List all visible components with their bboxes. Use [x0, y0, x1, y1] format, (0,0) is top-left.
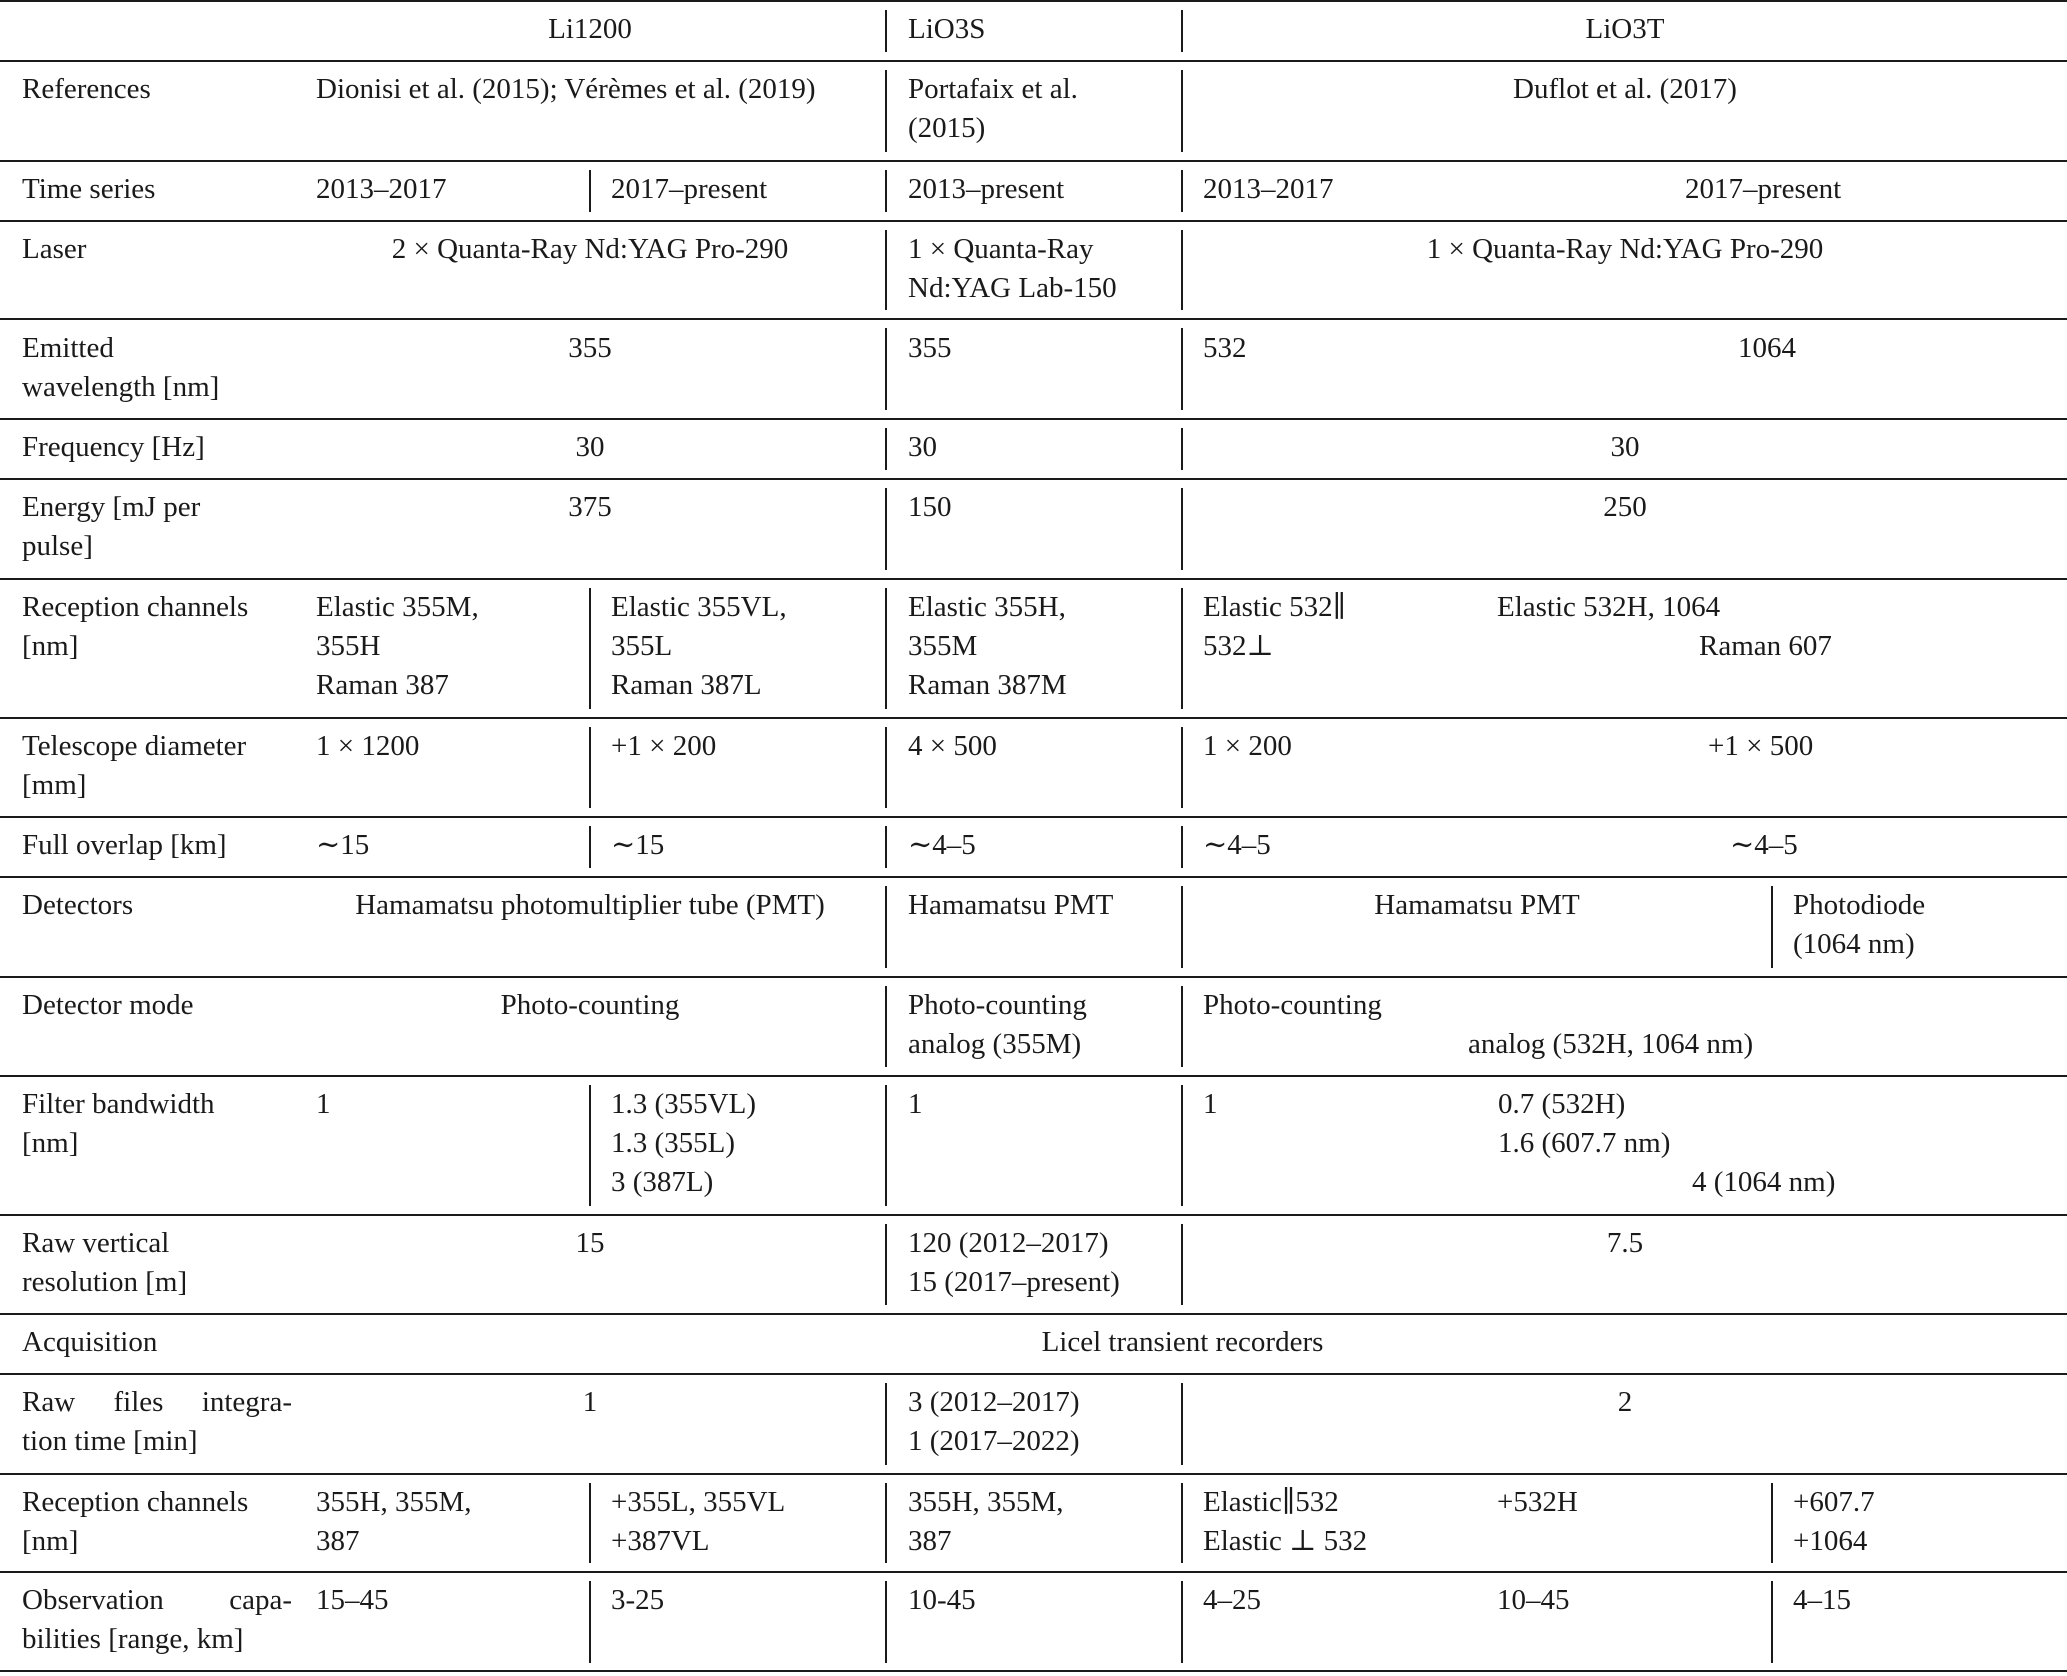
cell-lio3s: Photo-counting analog (355M): [908, 989, 1087, 1060]
row-label: Time series: [22, 173, 156, 205]
cell-lio3t-b: Photodiode (1064 nm): [1793, 889, 1926, 960]
cell-lio3s: 1: [908, 1088, 923, 1120]
column-separator: [885, 1224, 887, 1305]
column-separator: [1181, 1085, 1183, 1206]
cell-acquisition: Licel transient recorders: [1041, 1326, 1324, 1358]
row-rule: [0, 1373, 2067, 1375]
cell-li1200-a: 1 × 1200: [316, 730, 420, 762]
column-separator: [885, 1581, 887, 1663]
row-label: Energy [mJ per pulse]: [22, 491, 201, 562]
column-separator: [885, 328, 887, 410]
cell-lio3s: 120 (2012–2017) 15 (2017–present): [908, 1227, 1120, 1298]
cell-lio3s: Elastic 355H, 355M Raman 387M: [908, 591, 1067, 701]
column-separator: [885, 428, 887, 470]
row-rule: [0, 1571, 2067, 1573]
cell-li1200-a: 15–45: [316, 1584, 389, 1616]
cell-lio3t-a: Elastic∥532 Elastic ⊥ 532: [1203, 1486, 1368, 1557]
cell-lio3t: 1 × Quanta-Ray Nd:YAG Pro-290: [1426, 233, 1824, 265]
row-label: tion time [min]: [22, 1425, 198, 1457]
cell-lio3s: 10-45: [908, 1584, 976, 1616]
row-label: Reception channels [nm]: [22, 1486, 249, 1557]
cell-lio3t-b: +532H: [1497, 1486, 1578, 1518]
row-rule: [0, 816, 2067, 818]
column-separator: [1181, 1383, 1183, 1465]
cell-lio3t-a: Photo-counting: [1203, 989, 1382, 1021]
column-separator: [589, 1581, 591, 1663]
column-separator: [1181, 986, 1183, 1067]
cell-li1200-b: +355L, 355VL +387VL: [611, 1486, 786, 1557]
row-rule: [0, 1473, 2067, 1475]
row-label: Raw vertical resolution [m]: [22, 1227, 188, 1298]
cell-lio3s: Hamamatsu PMT: [908, 889, 1114, 921]
row-label: Reception channels [nm]: [22, 591, 249, 662]
row-label: Laser: [22, 233, 87, 265]
column-separator: [1181, 826, 1183, 868]
cell-li1200: Dionisi et al. (2015); Vérèmes et al. (2019): [316, 73, 816, 105]
row-label: Acquisition: [22, 1326, 158, 1358]
cell-lio3s: 150: [908, 491, 952, 523]
column-separator: [589, 727, 591, 808]
cell-li1200: Photo-counting: [500, 989, 680, 1021]
row-label: Observation capa-: [22, 1584, 292, 1616]
cell-li1200-b: 1.3 (355VL) 1.3 (355L) 3 (387L): [611, 1088, 756, 1198]
row-rule: [0, 578, 2067, 580]
cell-lio3t-b: ∼4–5: [1730, 829, 1798, 861]
cell-lio3t-a: 4–25: [1203, 1584, 1261, 1616]
cell-lio3t: Duflot et al. (2017): [1513, 73, 1737, 105]
cell-li1200-a: Elastic 355M, 355H Raman 387: [316, 591, 479, 701]
column-separator: [885, 886, 887, 968]
row-label: Filter bandwidth [nm]: [22, 1088, 215, 1159]
cell-lio3t: 7.5: [1606, 1227, 1644, 1259]
column-separator: [1181, 170, 1183, 212]
column-separator: [1181, 588, 1183, 709]
column-separator: [589, 170, 591, 212]
cell-lio3s: ∼4–5: [908, 829, 976, 861]
column-separator: [589, 826, 591, 868]
column-separator: [885, 10, 887, 52]
row-label: Detector mode: [22, 989, 194, 1021]
top-rule: [0, 0, 2067, 2]
column-separator: [1181, 10, 1183, 52]
column-separator: [1181, 1224, 1183, 1305]
column-separator: [1181, 328, 1183, 410]
row-rule: [0, 1075, 2067, 1077]
column-separator: [1181, 727, 1183, 808]
cell-lio3s: 355: [908, 332, 952, 364]
cell-lio3s: 4 × 500: [908, 730, 997, 762]
cell-lio3s: 2013–present: [908, 173, 1065, 205]
header-lio3t: LiO3T: [1585, 13, 1665, 45]
column-separator: [1181, 230, 1183, 310]
cell-li1200-a: 1: [316, 1088, 331, 1120]
cell-li1200-a: ∼15: [316, 829, 370, 861]
cell-lio3t-a: ∼4–5: [1203, 829, 1271, 861]
column-separator: [1181, 488, 1183, 570]
column-separator: [885, 70, 887, 152]
cell-lio3t-a: 1 × 200: [1203, 730, 1292, 762]
row-label: Full overlap [km]: [22, 829, 227, 861]
cell-lio3t: 250: [1603, 491, 1647, 523]
cell-lio3t-b: 0.7 (532H) 1.6 (607.7 nm): [1498, 1088, 1671, 1159]
header-rule: [0, 60, 2067, 62]
cell-lio3t: 2: [1617, 1386, 1633, 1418]
column-separator: [1771, 886, 1773, 968]
column-separator: [589, 1085, 591, 1206]
cell-li1200: Hamamatsu photomultiplier tube (PMT): [355, 889, 825, 921]
cell-li1200: 375: [568, 491, 612, 523]
row-rule: [0, 876, 2067, 878]
cell-li1200: 2 × Quanta-Ray Nd:YAG Pro-290: [391, 233, 789, 265]
column-separator: [885, 826, 887, 868]
row-label: Emitted wavelength [nm]: [22, 332, 220, 403]
column-separator: [589, 588, 591, 709]
cell-lio3t-b: 1064: [1738, 332, 1796, 364]
row-rule: [0, 1214, 2067, 1216]
cell-lio3s: 30: [908, 431, 937, 463]
column-separator: [885, 1383, 887, 1465]
cell-lio3s: 1 × Quanta-Ray Nd:YAG Lab-150: [908, 233, 1117, 304]
row-rule: [0, 1313, 2067, 1315]
cell-lio3t-a: Elastic 532∥ 532⊥: [1203, 591, 1347, 662]
cell-li1200-b: 2017–present: [611, 173, 768, 205]
cell-li1200-b: Elastic 355VL, 355L Raman 387L: [611, 591, 787, 701]
column-separator: [885, 230, 887, 310]
cell-lio3t-a: Hamamatsu PMT: [1374, 889, 1580, 921]
cell-lio3t-b: Elastic 532H, 1064: [1497, 591, 1721, 623]
column-separator: [1771, 1483, 1773, 1563]
cell-lio3t-b: 10–45: [1497, 1584, 1570, 1616]
cell-lio3t-b: +1 × 500: [1708, 730, 1814, 762]
row-label: Frequency [Hz]: [22, 431, 205, 463]
row-rule: [0, 418, 2067, 420]
cell-li1200-b: 3-25: [611, 1584, 665, 1616]
row-rule: [0, 717, 2067, 719]
cell-lio3s: Portafaix et al. (2015): [908, 73, 1078, 144]
cell-lio3t-a: 1: [1203, 1088, 1218, 1120]
row-label: Detectors: [22, 889, 134, 921]
column-separator: [885, 588, 887, 709]
cell-lio3t-c: Raman 607: [1699, 630, 1832, 662]
column-separator: [589, 1483, 591, 1563]
column-separator: [885, 1085, 887, 1206]
cell-li1200: 30: [575, 431, 605, 463]
cell-li1200-b: ∼15: [611, 829, 665, 861]
column-separator: [1181, 1581, 1183, 1663]
row-rule: [0, 318, 2067, 320]
column-separator: [885, 986, 887, 1067]
cell-li1200: 15: [575, 1227, 605, 1259]
row-label: Telescope diameter [mm]: [22, 730, 247, 801]
cell-lio3t-a: 532: [1203, 332, 1247, 364]
cell-lio3s: 3 (2012–2017) 1 (2017–2022): [908, 1386, 1080, 1457]
cell-lio3s: 355H, 355M, 387: [908, 1486, 1064, 1557]
row-label: Raw files integra-: [22, 1386, 292, 1418]
header-lio3s: LiO3S: [908, 13, 986, 45]
cell-lio3t-c: 4–15: [1793, 1584, 1851, 1616]
header-li1200: Li1200: [548, 13, 632, 45]
column-separator: [885, 488, 887, 570]
column-separator: [1181, 886, 1183, 968]
row-rule: [0, 220, 2067, 222]
column-separator: [1181, 70, 1183, 152]
cell-lio3t-c: 4 (1064 nm): [1692, 1166, 1836, 1198]
row-label: References: [22, 73, 151, 105]
row-label: bilities [range, km]: [22, 1623, 244, 1655]
cell-li1200: 355: [568, 332, 612, 364]
cell-lio3t-b: analog (532H, 1064 nm): [1468, 1028, 1754, 1060]
column-separator: [1181, 1483, 1183, 1563]
row-rule: [0, 976, 2067, 978]
bottom-rule: [0, 1670, 2067, 1672]
cell-lio3t: 30: [1610, 431, 1640, 463]
cell-lio3t-b: 2017–present: [1685, 173, 1842, 205]
cell-li1200: 1: [582, 1386, 598, 1418]
cell-lio3t-a: 2013–2017: [1203, 173, 1334, 205]
cell-lio3t-c: +607.7 +1064: [1793, 1486, 1875, 1557]
column-separator: [1181, 428, 1183, 470]
cell-li1200-a: 2013–2017: [316, 173, 447, 205]
column-separator: [1771, 1581, 1773, 1663]
row-rule: [0, 160, 2067, 162]
row-rule: [0, 478, 2067, 480]
cell-li1200-b: +1 × 200: [611, 730, 717, 762]
column-separator: [885, 170, 887, 212]
cell-li1200-a: 355H, 355M, 387: [316, 1486, 472, 1557]
column-separator: [885, 1483, 887, 1563]
column-separator: [885, 727, 887, 808]
